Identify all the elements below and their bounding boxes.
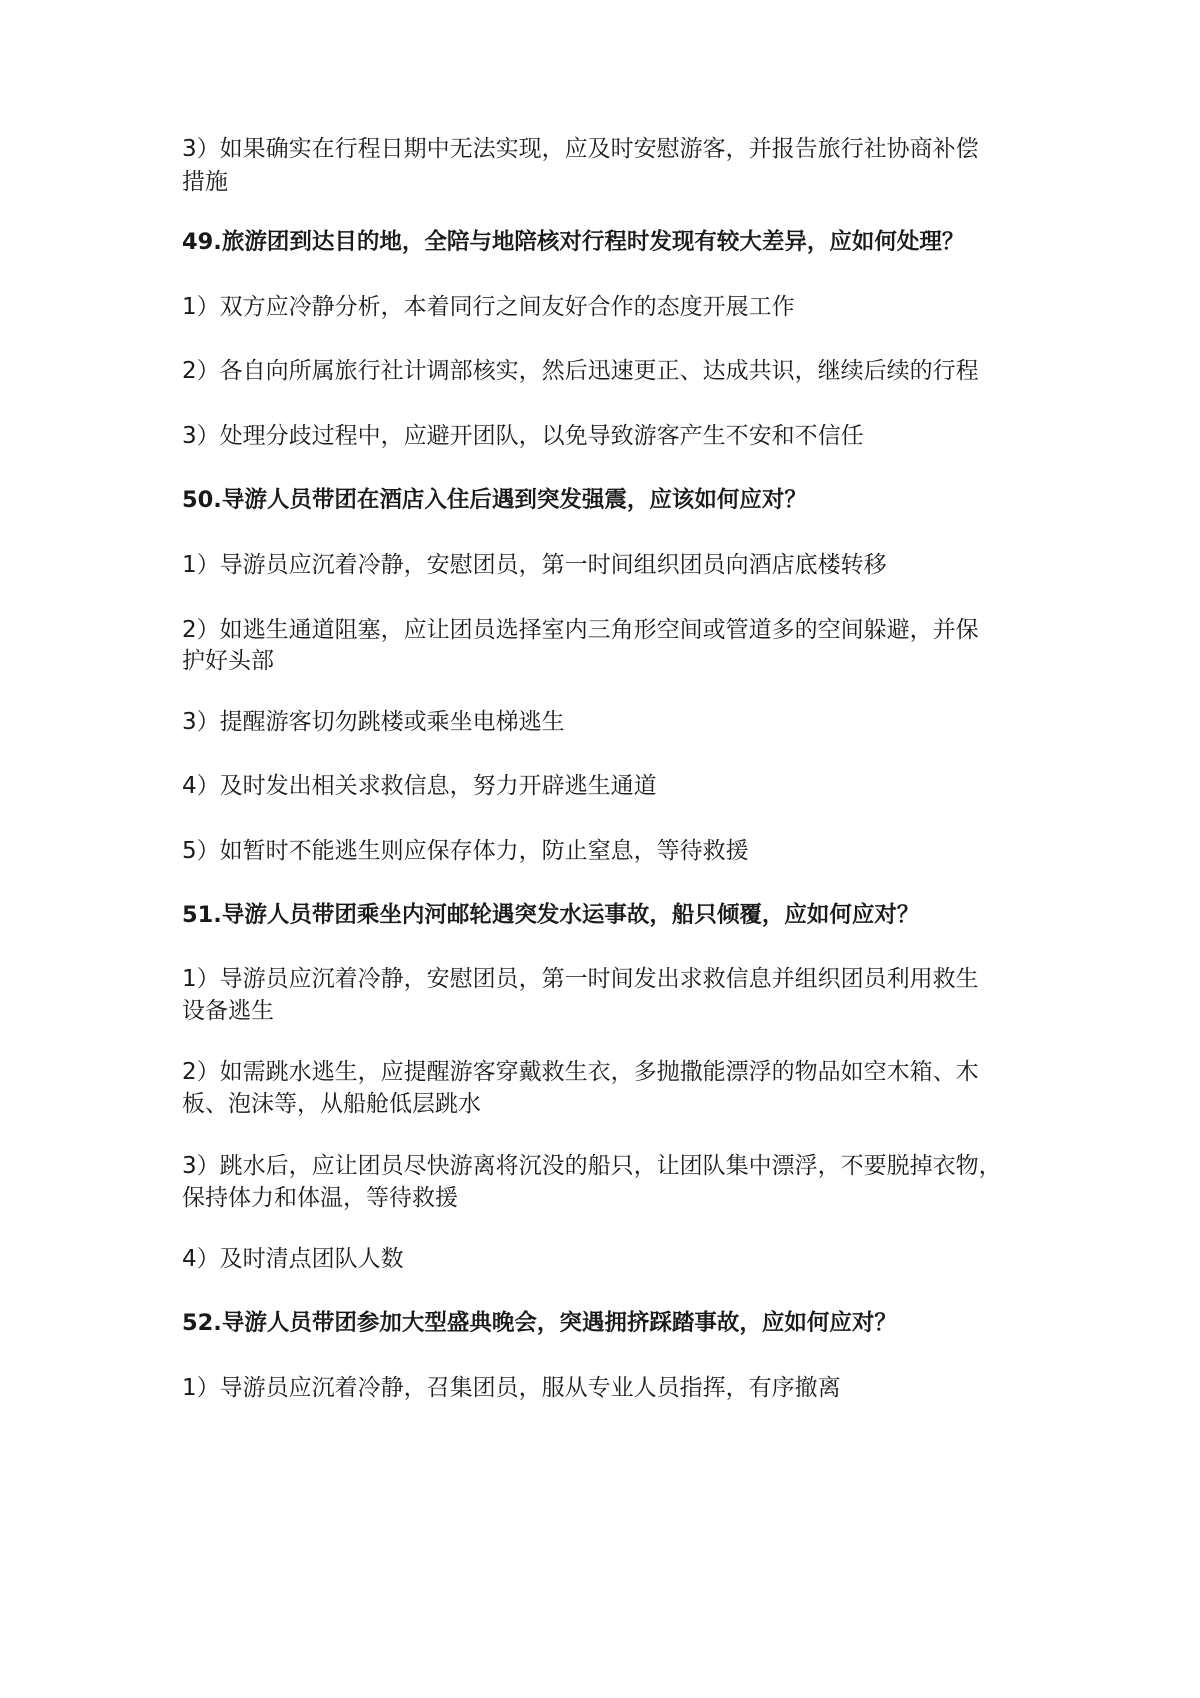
answer-line: 1）导游员应沉着冷静，安慰团员，第一时间发出求救信息并组织团员利用救生	[182, 966, 979, 992]
answer-line: 1）双方应冷静分析，本着同行之间友好合作的态度开展工作	[182, 294, 795, 320]
answer-line: 4）及时发出相关求救信息，努力开辟逃生通道	[182, 773, 657, 799]
answer-line: 2）如需跳水逃生，应提醒游客穿戴救生衣，多抛撒能漂浮的物品如空木箱、木	[182, 1059, 979, 1085]
question-heading: 49.旅游团到达目的地，全陪与地陪核对行程时发现有较大差异，应如何处理？	[182, 229, 965, 255]
answer-line: 3）提醒游客切勿跳楼或乘坐电梯逃生	[182, 709, 565, 735]
answer-line: 措施	[182, 169, 228, 195]
answer-line: 保持体力和体温，等待救援	[182, 1185, 458, 1211]
answer-line: 3）跳水后，应让团员尽快游离将沉没的船只，让团队集中漂浮，不要脱掉衣物，	[182, 1153, 1002, 1179]
answer-line: 护好头部	[182, 648, 274, 674]
answer-line: 2）各自向所属旅行社计调部核实，然后迅速更正、达成共识，继续后续的行程	[182, 358, 979, 384]
answer-line: 2）如逃生通道阻塞，应让团员选择室内三角形空间或管道多的空间躲避，并保	[182, 617, 979, 643]
answer-line: 4）及时清点团队人数	[182, 1246, 404, 1272]
question-heading: 52.导游人员带团参加大型盛典晚会，突遇拥挤踩踏事故，应如何应对？	[182, 1310, 897, 1336]
answer-line: 1）导游员应沉着冷静，安慰团员，第一时间组织团员向酒店底楼转移	[182, 552, 887, 578]
answer-line: 1）导游员应沉着冷静，召集团员，服从专业人员指挥，有序撤离	[182, 1375, 841, 1401]
answer-line: 3）处理分歧过程中，应避开团队，以免导致游客产生不安和不信任	[182, 423, 864, 449]
answer-line: 设备逃生	[182, 998, 274, 1024]
answer-line: 板、泡沫等，从船舱低层跳水	[182, 1091, 481, 1117]
answer-line: 5）如暂时不能逃生则应保存体力，防止窒息，等待救援	[182, 838, 749, 864]
question-heading: 50.导游人员带团在酒店入住后遇到突发强震，应该如何应对？	[182, 487, 807, 513]
question-heading: 51.导游人员带团乘坐内河邮轮遇突发水运事故，船只倾覆，应如何应对？	[182, 902, 920, 928]
answer-line: 3）如果确实在行程日期中无法实现，应及时安慰游客，并报告旅行社协商补偿	[182, 136, 979, 162]
